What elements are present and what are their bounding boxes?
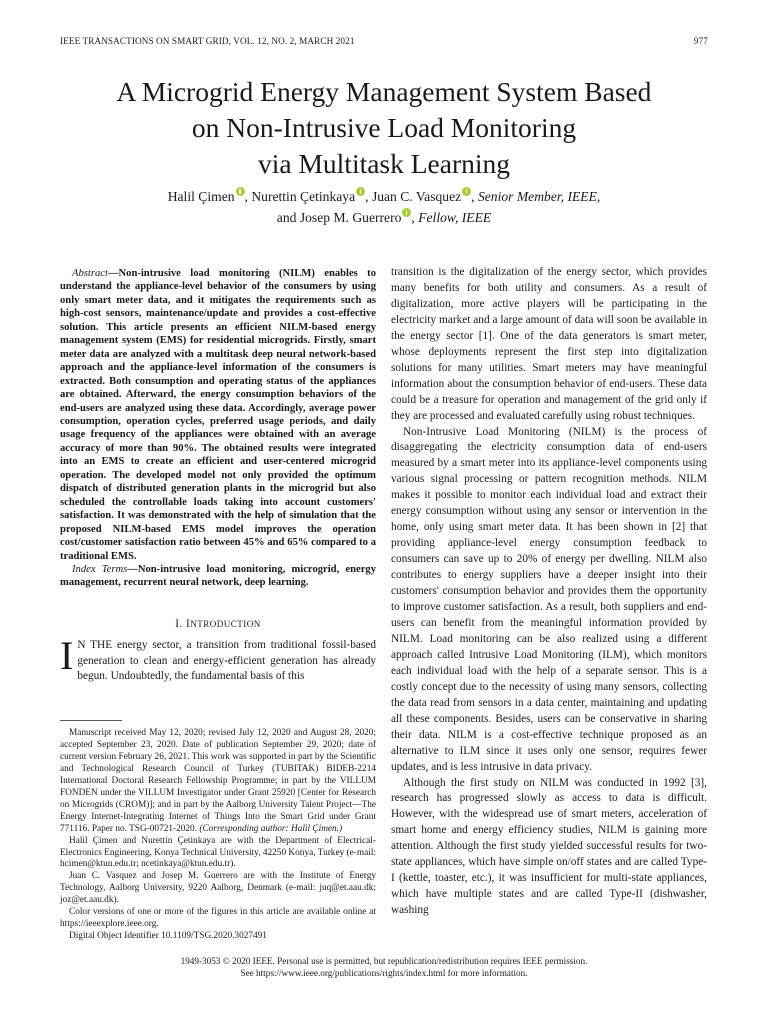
- footnote: [60, 728, 376, 836]
- orcid-icon[interactable]: [236, 187, 245, 196]
- copyright-line: See https://www.ieee.org/publications/rights/index.html for more information.: [240, 968, 528, 978]
- body-paragraph: Although the first study on NILM was conducted in 1992 [3], research has progressed slowly as access to data is difficult. However, with the widespread use of smart meters, acceleration of smart home and energy efficiency studies, NILM is gaining more attention. Although the first study yielded successful results for two-state appliances, which have simple on/off states and are called Type-I (kettle, toaster, etc.), it was insufficient for multi-state appliances, which have multiple states and are called Type-II (dishwasher, washing: [391, 776, 707, 917]
- author-conjunction: and: [276, 210, 297, 225]
- footnote: Color versions of one or more of the figures in this article are available online at https://ieeexplore.ieee.org.: [60, 907, 376, 930]
- body-paragraph: transition is the digitalization of the energy sector, which provides many benefits for both utility and consumers. As a result of digitalization, more active players will be participating in the electricity market and a large amount of data will soon be available in the energy sector [1]. One of the data generators is smart meter, whose deployments represent the first step into digitalization solutions for many utilities. Smart meters may have meaningful information about the consumption behavior of end-users. These data could be a treasure for operation and management of the grid only if they are processed and evaluated carefully using robust techniques.: [391, 266, 707, 422]
- author-name: Josep M. Guerrero: [299, 210, 402, 225]
- author-role: Senior Member, IEEE,: [477, 189, 601, 204]
- footnote-text: Manuscript received May 12, 2020; revised July 12, 2020 and August 28, 2020; accepted September 23, 2020. Date of publication September 29, 2020; date of current version February 26, 2021. This work was supported in part by the Scientific and Technological Research Council of Turkey (TUBITAK) BIDEB-2214 International Doctoral Research Fellowship Programme; in part by the VILLUM FONDEN under the VILLUM Investigator under Grant 25920 [Center for Research on Microgrids (CROM)]; and in part by the Aalborg University Talent Project—The Energy Internet-Integrating Internet of Things Into the Smart Grid under Grant 771116. Paper no. TSG-00721-2020.: [60, 728, 376, 834]
- footnotes: [60, 728, 376, 943]
- drop-cap: I: [60, 633, 74, 679]
- section-numeral: I.: [175, 617, 183, 630]
- intro-text: N THE energy sector, a transition from traditional fossil-based generation to clean and energy-efficient generation has already begun. Undoubtedly, the fundamental basis of this: [77, 639, 376, 683]
- footnote: Digital Object Identifier 10.1109/TSG.2020.3027491: [69, 931, 267, 942]
- section-title-initial: I: [186, 617, 191, 630]
- orcid-icon[interactable]: [462, 187, 471, 196]
- index-terms-text: —Non-intrusive load monitoring, microgrid, energy management, recurrent neural network, deep learning.: [60, 563, 376, 589]
- author-name: Nurettin Çetinkaya: [251, 189, 356, 204]
- author-name: Halil Çimen: [167, 189, 235, 204]
- footnote-rule: [60, 720, 122, 721]
- section-title-rest: NTRODUCTION: [190, 618, 261, 629]
- author-list: [60, 186, 708, 228]
- author-line: Halil Çimen , Nurettin Çetinkaya , Juan C. Vasquez , Senior Member, IEEE,: [167, 189, 601, 204]
- author-role: Fellow, IEEE: [418, 210, 492, 225]
- title-line: on Non-Intrusive Load Monitoring: [191, 112, 577, 143]
- index-terms: [60, 563, 376, 590]
- author-name: Juan C. Vasquez: [371, 189, 462, 204]
- intro-paragraph: [60, 633, 376, 685]
- author-line: and Josep M. Guerrero , Fellow, IEEE: [276, 210, 492, 225]
- copyright-notice: [60, 955, 708, 979]
- index-terms-label: Index Terms: [72, 563, 128, 575]
- body-paragraph: Non-Intrusive Load Monitoring (NILM) is the process of disaggregating the electricity consumption data of end-users measured by a smart meter into its appliance-level components using various signal processing or pattern recognition methods. NILM makes it possible to monitor each individual load and extract their energy consumption without using any sensor or intervention in the home, only using smart meter data. It has been shown in [2] that providing appliance-level energy consumption feedback to consumers can save up to 20% of energy per dwelling. NILM also contributes to energy suppliers have a deeper insight into their customers' consumption behavior and provides them the opportunity to improve customer satisfaction. As a result, both suppliers and end-users can benefit from the meaningful information provided by NILM. Load monitoring can be also realized using a different approach called Intrusive Load Monitoring (ILM), which monitors each individual load with the help of a separate sensor. This is a costly concept due to the necessity of using many sensors, collecting the data read from sensors in a data center, maintaining and updating all these components. Besides, users can be conservative in sharing their data. NILM is a cost-effective technique proposed as an alternative to ILM since it uses only one sensor, requires fewer updates, and is less intrusive in data privacy.: [391, 425, 707, 773]
- running-header: IEEE TRANSACTIONS ON SMART GRID, VOL. 12, NO. 2, MARCH 2021: [60, 36, 355, 46]
- abstract: [60, 267, 376, 563]
- footnote: Halil Çimen and Nurettin Çetinkaya are with the Department of Electrical-Electronics Engineering, Konya Technical University, 42250 Konya, Turkey (e-mail: hcimen@ktun.edu.tr; ncetinkaya@ktun.edu.tr).: [60, 835, 376, 870]
- copyright-line: 1949-3053 © 2020 IEEE. Personal use is permitted, but republication/redistribution requires IEEE permission.: [180, 956, 588, 966]
- section-heading: [60, 617, 376, 633]
- title-line: A Microgrid Energy Management System Based: [116, 76, 652, 107]
- orcid-icon[interactable]: [356, 187, 365, 196]
- page-number: 977: [693, 36, 708, 46]
- abstract-label: Abstract: [72, 268, 108, 279]
- corresponding-author: (Corresponding author: Halil Çimen.): [199, 823, 343, 834]
- paper-title: [60, 74, 708, 182]
- orcid-icon[interactable]: [402, 208, 411, 217]
- left-column: [60, 267, 376, 685]
- title-line: via Multitask Learning: [257, 148, 511, 179]
- abstract-text: —Non-intrusive load monitoring (NILM) enables to understand the appliance-level behavior of the consumers by using only smart meter data, and it mitigates the requirements such as high-cost sensors, maintenance/update and provides a cost-effective solution. This article presents an efficient NILM-based energy management system (EMS) for residential microgrids. Firstly, smart meter data are analyzed with a multitask deep neural network-based approach and the appliance-level information of the consumers is extracted. Both consumption and operating status of the appliances are obtained. Afterward, the energy consumption behaviors of the end-users are analyzed using these data. Accordingly, average power consumption, operation cycles, preferred usage periods, and daily usage frequency of the appliances were obtained with an average accuracy of more than 90%. The obtained results were integrated into an EMS to create an efficient and user-centered microgrid operation. The developed model not only provided the optimum dispatch of distributed generation plants in the microgrid but also scheduled the controllable loads taking into account customers' satisfaction. It was demonstrated with the help of simulation that the proposed NILM-based EMS model improves the operation cost/customer satisfaction ratio between 45% and 65% compared to a traditional EMS.: [60, 268, 376, 562]
- footnote: Juan C. Vasquez and Josep M. Guerrero are with the Institute of Energy Technology, Aalborg University, 9220 Aalborg, Denmark (e-mail: juq@et.aau.dk; joz@et.aau.dk).: [60, 871, 376, 906]
- right-column: [391, 265, 707, 919]
